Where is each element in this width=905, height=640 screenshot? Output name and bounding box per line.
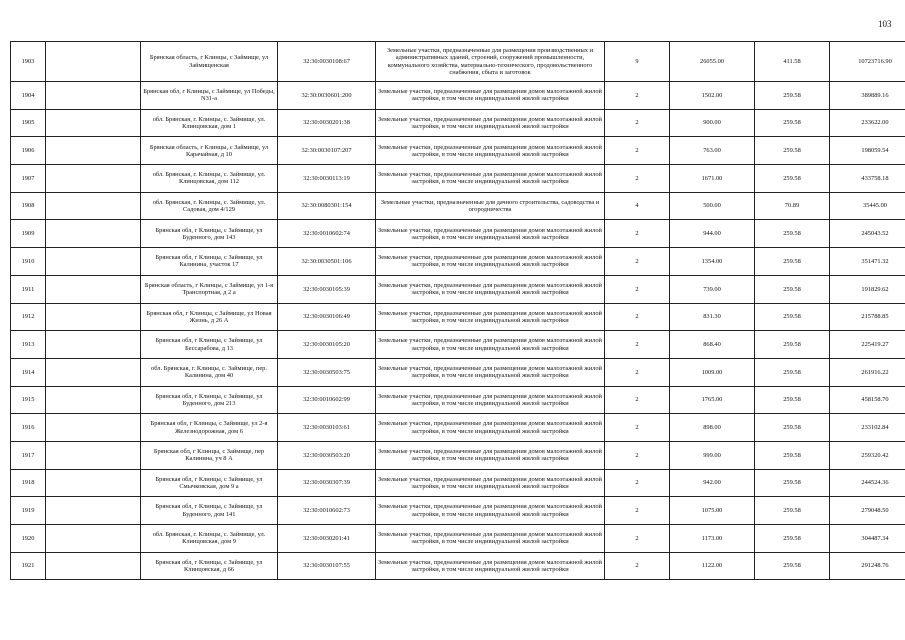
- cadastral-number-cell: 32:30:0010602:73: [278, 497, 376, 525]
- specific-value-cell: 259.58: [755, 220, 830, 248]
- land-use-cell: Земельные участки, предназначенные для размещения домов малоэтажной жилой застройки, в том числе индивидуальной жилой застройки: [376, 552, 605, 580]
- use-group-cell: 2: [605, 386, 670, 414]
- use-group-cell: 4: [605, 192, 670, 220]
- specific-value-cell: 259.58: [755, 497, 830, 525]
- cadastral-number-cell: 32:30:0030105:39: [278, 275, 376, 303]
- use-group-cell: 2: [605, 441, 670, 469]
- address-cell: Брянская обл, г Клинцы, с Займище, ул Смычковская, дом 9 а: [141, 469, 278, 497]
- row-number-cell: 1905: [11, 109, 46, 137]
- cadastral-value-cell: 304487.34: [830, 525, 905, 553]
- blank-cell: [46, 42, 141, 82]
- area-cell: 26055.00: [670, 42, 755, 82]
- cadastral-value-cell: 191829.62: [830, 275, 905, 303]
- cadastral-value-cell: 261916.22: [830, 358, 905, 386]
- cadastral-value-cell: 458158.70: [830, 386, 905, 414]
- use-group-cell: 2: [605, 82, 670, 110]
- cadastral-value-cell: 389889.16: [830, 82, 905, 110]
- blank-cell: [46, 497, 141, 525]
- use-group-cell: 2: [605, 414, 670, 442]
- use-group-cell: 2: [605, 552, 670, 580]
- area-cell: 1122.00: [670, 552, 755, 580]
- specific-value-cell: 259.58: [755, 248, 830, 276]
- table-row: [11, 331, 905, 359]
- address-cell: обл. Брянская, г. Клинцы, с. Займище, пер. Калинина, дом 40: [141, 358, 278, 386]
- area-cell: 1173.00: [670, 525, 755, 553]
- use-group-cell: 9: [605, 42, 670, 82]
- specific-value-cell: 259.58: [755, 165, 830, 193]
- blank-cell: [46, 165, 141, 193]
- specific-value-cell: 259.58: [755, 109, 830, 137]
- blank-cell: [46, 358, 141, 386]
- row-number-cell: 1910: [11, 248, 46, 276]
- blank-cell: [46, 414, 141, 442]
- blank-cell: [46, 552, 141, 580]
- area-cell: 763.00: [670, 137, 755, 165]
- use-group-cell: 2: [605, 220, 670, 248]
- table-row: [11, 192, 905, 220]
- row-number-cell: 1917: [11, 441, 46, 469]
- blank-cell: [46, 248, 141, 276]
- cadastral-number-cell: 32:30:0030108:67: [278, 42, 376, 82]
- cadastral-value-cell: 198059.54: [830, 137, 905, 165]
- area-cell: 1502.00: [670, 82, 755, 110]
- land-use-cell: Земельные участки, предназначенные для размещения домов малоэтажной жилой застройки, в том числе индивидуальной жилой застройки: [376, 497, 605, 525]
- use-group-cell: 2: [605, 303, 670, 331]
- use-group-cell: 2: [605, 248, 670, 276]
- cadastral-number-cell: 32:30:0030106:49: [278, 303, 376, 331]
- cadastral-number-cell: 32:30:0030105:20: [278, 331, 376, 359]
- cadastral-number-cell: 32:30:0030113:19: [278, 165, 376, 193]
- row-number-cell: 1913: [11, 331, 46, 359]
- address-cell: Брянская обл, г Клинцы, с Займище, ул Буденного, дом 141: [141, 497, 278, 525]
- cadastral-number-cell: 32:30:0010602:99: [278, 386, 376, 414]
- specific-value-cell: 259.58: [755, 358, 830, 386]
- cadastral-number-cell: 32:30:0030307:39: [278, 469, 376, 497]
- land-use-cell: Земельные участки, предназначенные для размещения домов малоэтажной жилой застройки, в том числе индивидуальной жилой застройки: [376, 331, 605, 359]
- table-row: [11, 275, 905, 303]
- cadastral-value-cell: 351471.32: [830, 248, 905, 276]
- specific-value-cell: 259.58: [755, 303, 830, 331]
- specific-value-cell: 259.58: [755, 331, 830, 359]
- address-cell: Брянская обл, г Клинцы, с Займище, ул Калинина, участок 17: [141, 248, 278, 276]
- table-row: [11, 497, 905, 525]
- land-use-cell: Земельные участки, предназначенные для размещения домов малоэтажной жилой застройки, в том числе индивидуальной жилой застройки: [376, 165, 605, 193]
- land-use-cell: Земельные участки, предназначенные для размещения домов малоэтажной жилой застройки, в том числе индивидуальной жилой застройки: [376, 414, 605, 442]
- land-use-cell: Земельные участки, предназначенные для размещения домов малоэтажной жилой застройки, в том числе индивидуальной жилой застройки: [376, 220, 605, 248]
- blank-cell: [46, 82, 141, 110]
- address-cell: Брянская область, г Клинцы, с Займище, ул 1-я Транспортная, д 2 а: [141, 275, 278, 303]
- land-use-cell: Земельные участки, предназначенные для размещения домов малоэтажной жилой застройки, в том числе индивидуальной жилой застройки: [376, 137, 605, 165]
- cadastral-value-cell: 244524.36: [830, 469, 905, 497]
- area-cell: 898.00: [670, 414, 755, 442]
- use-group-cell: 2: [605, 165, 670, 193]
- specific-value-cell: 259.58: [755, 82, 830, 110]
- specific-value-cell: 259.58: [755, 525, 830, 553]
- table-row: [11, 109, 905, 137]
- land-use-cell: Земельные участки, предназначенные для размещения домов малоэтажной жилой застройки, в том числе индивидуальной жилой застройки: [376, 303, 605, 331]
- land-use-cell: Земельные участки, предназначенные для размещения домов малоэтажной жилой застройки, в том числе индивидуальной жилой застройки: [376, 248, 605, 276]
- row-number-cell: 1906: [11, 137, 46, 165]
- specific-value-cell: 259.58: [755, 414, 830, 442]
- table-row: [11, 165, 905, 193]
- blank-cell: [46, 441, 141, 469]
- cadastral-number-cell: 32:30:0010602:74: [278, 220, 376, 248]
- table-row: [11, 552, 905, 580]
- cadastral-number-cell: 32:30:0030501:106: [278, 248, 376, 276]
- cadastral-value-cell: 225419.27: [830, 331, 905, 359]
- area-cell: 900.00: [670, 109, 755, 137]
- address-cell: обл. Брянская, г. Клинцы, с. Займище, ул. Клинцовская, дом 9: [141, 525, 278, 553]
- cadastral-value-cell: 259320.42: [830, 441, 905, 469]
- blank-cell: [46, 220, 141, 248]
- cadastral-value-cell: 233622.00: [830, 109, 905, 137]
- address-cell: Брянская обл, г Клинцы, с Займище, ул Клинцовская, д 66: [141, 552, 278, 580]
- address-cell: Брянская обл, г Клинцы, с Займище, ул Новая Жизнь, д 26 А: [141, 303, 278, 331]
- address-cell: Брянская область, г Клинцы, с Займище, ул Карачайная, д 10: [141, 137, 278, 165]
- land-use-cell: Земельные участки, предназначенные для размещения домов малоэтажной жилой застройки, в том числе индивидуальной жилой застройки: [376, 109, 605, 137]
- table-row: [11, 248, 905, 276]
- address-cell: Брянская обл, г Клинцы, с Займище, ул Буденного, дом 143: [141, 220, 278, 248]
- row-number-cell: 1909: [11, 220, 46, 248]
- blank-cell: [46, 192, 141, 220]
- specific-value-cell: 70.89: [755, 192, 830, 220]
- row-number-cell: 1903: [11, 42, 46, 82]
- area-cell: 999.00: [670, 441, 755, 469]
- row-number-cell: 1916: [11, 414, 46, 442]
- row-number-cell: 1921: [11, 552, 46, 580]
- specific-value-cell: 259.58: [755, 386, 830, 414]
- address-cell: Брянская обл, г Клинцы, с Займище, ул 2-я Железнодорожная, дом 6: [141, 414, 278, 442]
- specific-value-cell: 259.58: [755, 441, 830, 469]
- blank-cell: [46, 525, 141, 553]
- area-cell: 1075.00: [670, 497, 755, 525]
- specific-value-cell: 259.58: [755, 137, 830, 165]
- area-cell: 831.30: [670, 303, 755, 331]
- table-row: [11, 137, 905, 165]
- area-cell: 1671.00: [670, 165, 755, 193]
- cadastral-value-table: [10, 41, 905, 580]
- land-use-cell: Земельные участки, предназначенные для размещения домов малоэтажной жилой застройки, в том числе индивидуальной жилой застройки: [376, 441, 605, 469]
- address-cell: Брянская область, г Клинцы, с Займище, ул Займищенская: [141, 42, 278, 82]
- address-cell: Брянская обл, г Клинцы, с Займище, ул Победы, N31-а: [141, 82, 278, 110]
- cadastral-number-cell: 32:30:0030103:61: [278, 414, 376, 442]
- use-group-cell: 2: [605, 497, 670, 525]
- row-number-cell: 1911: [11, 275, 46, 303]
- cadastral-number-cell: 32:30:0030107:55: [278, 552, 376, 580]
- row-number-cell: 1908: [11, 192, 46, 220]
- land-use-cell: Земельные участки, предназначенные для размещения домов малоэтажной жилой застройки, в том числе индивидуальной жилой застройки: [376, 525, 605, 553]
- table-body: [11, 42, 905, 580]
- table-row: [11, 220, 905, 248]
- row-number-cell: 1918: [11, 469, 46, 497]
- cadastral-number-cell: 32:30:0030601:200: [278, 82, 376, 110]
- table-row: [11, 414, 905, 442]
- land-use-cell: Земельные участки, предназначенные для размещения производственных и административных зданий, строений, сооружений промышленности, коммунального хозяйства, материально-технического, продовольственного снабжения, сбыта и заготовок: [376, 42, 605, 82]
- cadastral-value-cell: 279048.50: [830, 497, 905, 525]
- use-group-cell: 2: [605, 358, 670, 386]
- address-cell: Брянская обл, г Клинцы, с Займище, ул Буденного, дом 213: [141, 386, 278, 414]
- page-number: 103: [878, 19, 892, 29]
- row-number-cell: 1919: [11, 497, 46, 525]
- table-row: [11, 303, 905, 331]
- use-group-cell: 2: [605, 109, 670, 137]
- row-number-cell: 1914: [11, 358, 46, 386]
- cadastral-number-cell: 32:30:0030201:41: [278, 525, 376, 553]
- table-row: [11, 386, 905, 414]
- specific-value-cell: 259.58: [755, 469, 830, 497]
- use-group-cell: 2: [605, 525, 670, 553]
- use-group-cell: 2: [605, 331, 670, 359]
- blank-cell: [46, 386, 141, 414]
- address-cell: обл. Брянская, г. Клинцы, с. Займище, ул. Садовая, дом 4/129: [141, 192, 278, 220]
- row-number-cell: 1904: [11, 82, 46, 110]
- blank-cell: [46, 303, 141, 331]
- cadastral-number-cell: 32:30:0030201:38: [278, 109, 376, 137]
- cadastral-value-cell: 233102.84: [830, 414, 905, 442]
- table-row: [11, 469, 905, 497]
- area-cell: 944.00: [670, 220, 755, 248]
- cadastral-number-cell: 32:30:0030503:20: [278, 441, 376, 469]
- land-use-cell: Земельные участки, предназначенные для размещения домов малоэтажной жилой застройки, в том числе индивидуальной жилой застройки: [376, 358, 605, 386]
- use-group-cell: 2: [605, 137, 670, 165]
- address-cell: обл. Брянская, г. Клинцы, с. Займище, ул. Клинцовская, дом 1: [141, 109, 278, 137]
- row-number-cell: 1907: [11, 165, 46, 193]
- address-cell: Брянская обл, г Клинцы, с Займище, пер Калинина, уч 8 А: [141, 441, 278, 469]
- area-cell: 868.40: [670, 331, 755, 359]
- blank-cell: [46, 331, 141, 359]
- address-cell: обл. Брянская, г. Клинцы, с. Займище, ул. Клинцовская, дом 112: [141, 165, 278, 193]
- specific-value-cell: 411.58: [755, 42, 830, 82]
- blank-cell: [46, 469, 141, 497]
- blank-cell: [46, 137, 141, 165]
- use-group-cell: 2: [605, 275, 670, 303]
- area-cell: 739.00: [670, 275, 755, 303]
- cadastral-value-cell: 291248.76: [830, 552, 905, 580]
- area-cell: 1765.00: [670, 386, 755, 414]
- area-cell: 1009.00: [670, 358, 755, 386]
- cadastral-value-cell: 10723716.90: [830, 42, 905, 82]
- row-number-cell: 1920: [11, 525, 46, 553]
- land-use-cell: Земельные участки, предназначенные для размещения домов малоэтажной жилой застройки, в том числе индивидуальной жилой застройки: [376, 386, 605, 414]
- use-group-cell: 2: [605, 469, 670, 497]
- table-row: [11, 42, 905, 82]
- specific-value-cell: 259.58: [755, 552, 830, 580]
- blank-cell: [46, 109, 141, 137]
- row-number-cell: 1912: [11, 303, 46, 331]
- area-cell: 1354.00: [670, 248, 755, 276]
- cadastral-value-cell: 433758.18: [830, 165, 905, 193]
- address-cell: Брянская обл, г Клинцы, с Займище, ул Бессарабова, д 13: [141, 331, 278, 359]
- row-number-cell: 1915: [11, 386, 46, 414]
- table-row: [11, 82, 905, 110]
- table-row: [11, 525, 905, 553]
- specific-value-cell: 259.58: [755, 275, 830, 303]
- cadastral-value-cell: 35445.00: [830, 192, 905, 220]
- area-cell: 500.00: [670, 192, 755, 220]
- cadastral-value-cell: 245043.52: [830, 220, 905, 248]
- table-row: [11, 358, 905, 386]
- land-use-cell: Земельные участки, предназначенные для размещения домов малоэтажной жилой застройки, в том числе индивидуальной жилой застройки: [376, 82, 605, 110]
- land-use-cell: Земельные участки, предназначенные для размещения домов малоэтажной жилой застройки, в том числе индивидуальной жилой застройки: [376, 275, 605, 303]
- blank-cell: [46, 275, 141, 303]
- cadastral-number-cell: 32:30:0030503:75: [278, 358, 376, 386]
- table-row: [11, 441, 905, 469]
- area-cell: 942.00: [670, 469, 755, 497]
- land-use-cell: Земельные участки, предназначенные для дачного строительства, садоводства и огородничества: [376, 192, 605, 220]
- cadastral-number-cell: 32:30:0080301:154: [278, 192, 376, 220]
- land-use-cell: Земельные участки, предназначенные для размещения домов малоэтажной жилой застройки, в том числе индивидуальной жилой застройки: [376, 469, 605, 497]
- cadastral-number-cell: 32:30:0030107:207: [278, 137, 376, 165]
- cadastral-value-cell: 215788.85: [830, 303, 905, 331]
